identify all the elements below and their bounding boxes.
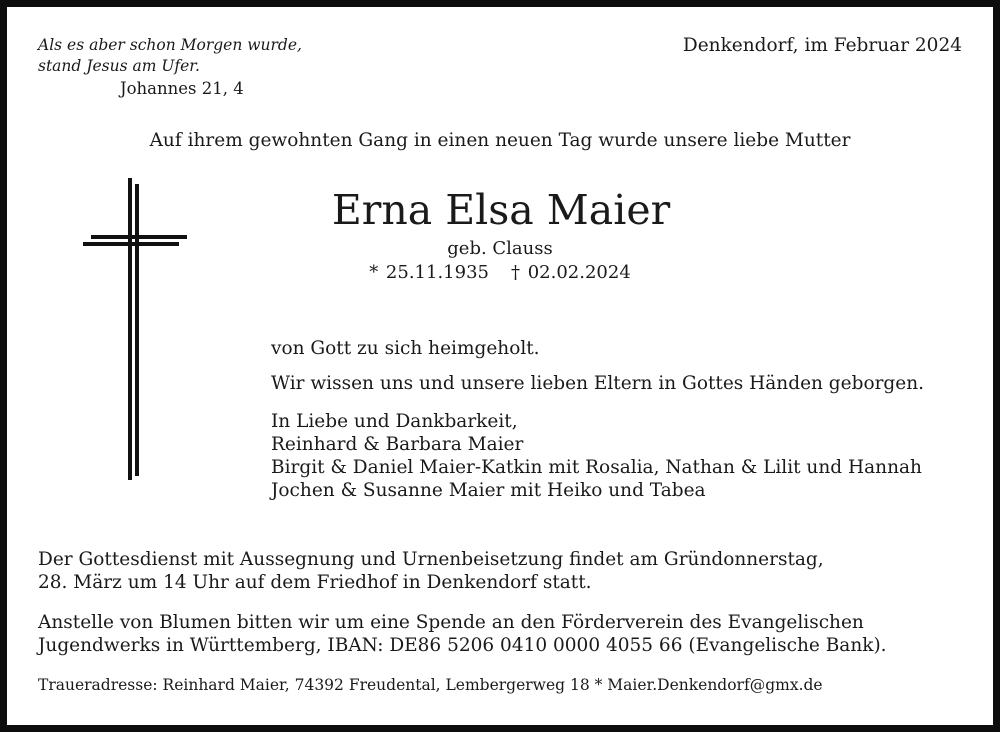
body-line-1: von Gott zu sich heimgeholt. <box>271 338 540 359</box>
verse-line-2: stand Jesus am Ufer. <box>38 57 200 75</box>
maiden-name: geb. Clauss <box>447 238 553 259</box>
death-date: † 02.02.2024 <box>511 262 631 283</box>
intro-text: Auf ihrem gewohnten Gang in einen neuen Tag wurde unsere liebe Mutter <box>149 130 851 151</box>
donation-line-1: Anstelle von Blumen bitten wir um eine Spende an den Förderverein des Evangelischen <box>38 612 864 633</box>
body-line-2: Wir wissen uns und unsere lieben Eltern in Gottes Händen geborgen. <box>271 373 925 394</box>
mourners-block <box>271 410 922 502</box>
service-info <box>38 548 824 594</box>
service-line-1: Der Gottesdienst mit Aussegnung und Urnenbeisetzung findet am Gründonnerstag, <box>38 549 824 570</box>
mourner-line: Jochen & Susanne Maier mit Heiko und Tabea <box>271 480 706 501</box>
donation-line-2: Jugendwerks in Württemberg, IBAN: DE86 5206 0410 0000 4055 66 (Evangelische Bank). <box>38 635 887 656</box>
bible-verse <box>38 35 302 77</box>
place-and-date: Denkendorf, im Februar 2024 <box>682 35 962 56</box>
verse-reference: Johannes 21, 4 <box>120 79 244 98</box>
mourner-line: Birgit & Daniel Maier-Katkin mit Rosalia, Nathan & Lilit und Hannah <box>271 457 922 478</box>
mourning-address: Traueradresse: Reinhard Maier, 74392 Freudental, Lembergerweg 18 * Maier.Denkendorf@gmx.de <box>38 676 823 694</box>
life-dates <box>0 262 1000 283</box>
deceased-name: Erna Elsa Maier <box>331 186 671 234</box>
birth-date: * 25.11.1935 <box>369 262 489 283</box>
mourners-heading: In Liebe und Dankbarkeit, <box>271 411 518 432</box>
verse-line-1: Als es aber schon Morgen wurde, <box>38 36 302 54</box>
service-line-2: 28. März um 14 Uhr auf dem Friedhof in Denkendorf statt. <box>38 572 592 593</box>
donation-info <box>38 611 887 657</box>
mourner-line: Reinhard & Barbara Maier <box>271 434 524 455</box>
